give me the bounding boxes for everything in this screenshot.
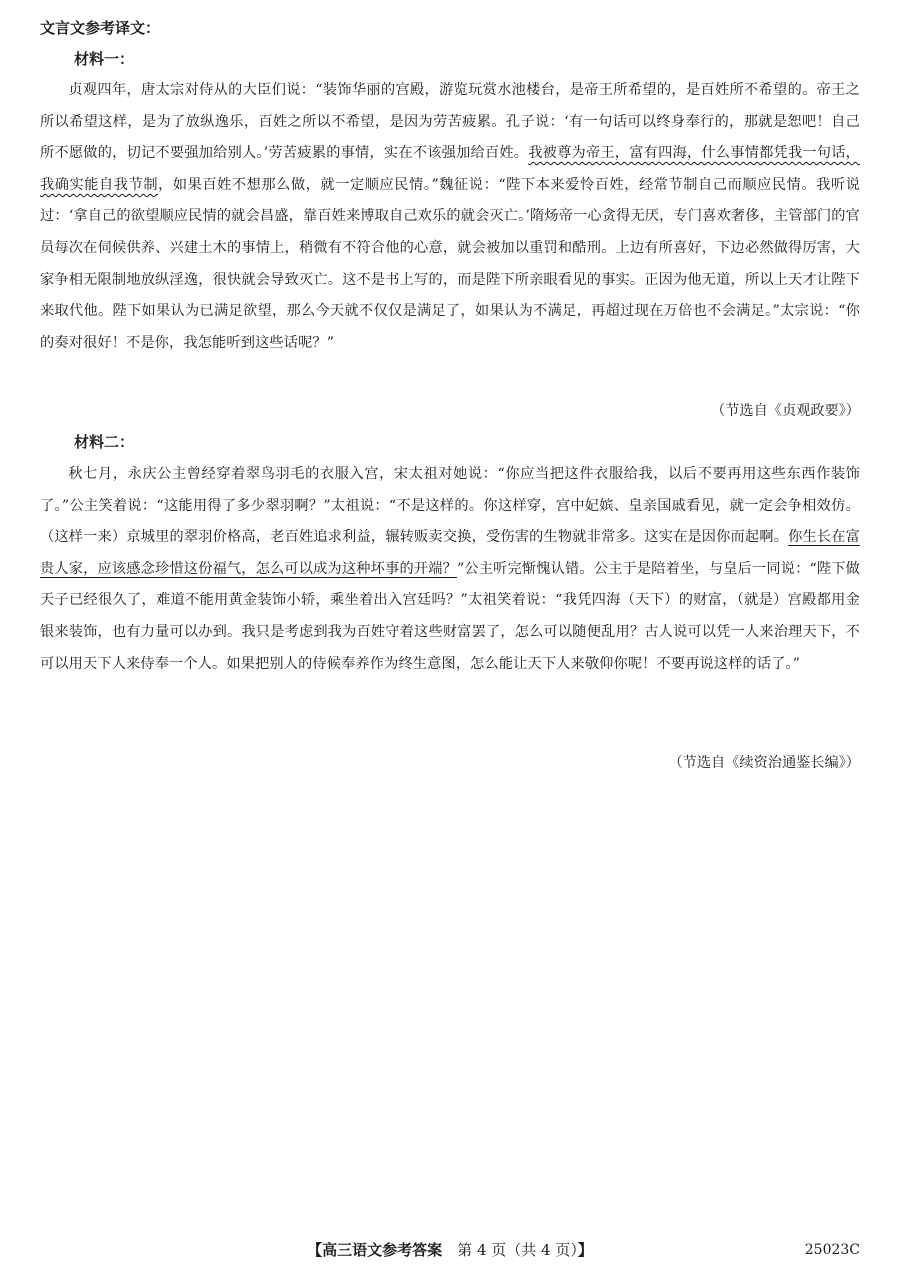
- page-footer: [0, 1240, 900, 1260]
- footer-right-bracket: 】: [577, 1241, 593, 1259]
- material-1-paragraph: [40, 75, 860, 359]
- material-1-wavy-underlined-sentence: 我被尊为帝王，富有四海，什么事情都凭我一句话，我确实能自我节制: [40, 145, 861, 193]
- material-2-text-before: 秋七月，永庆公主曾经穿着翠鸟羽毛的衣服入宫，宋太祖对她说：“你应当把这件衣服给我，以后不要再用这些东西作装饰了。”公主笑着说：“这能用得了多少翠羽啊？”太祖说：“不是这样的。你这样穿，宫中妃嫔、皇亲国戚看见，就一定会争相效仿。（这样一来）京城里的翠羽价格高，老百姓追求利益，辗转贩卖交换，受伤害的生物就非常多。这实在是因你而起啊。: [40, 466, 860, 546]
- material-1-text-after: ，如果百姓不想那么做，就一定顺应民情。”魏征说：“陛下本来爱怜百姓，经常节制自己而顺应民情。我听说过：‘拿自己的欲望顺应民情的就会昌盛，靠百姓来博取自己欢乐的就会灭亡。’隋炀帝一心贪得无厌，专门喜欢奢侈，主管部门的官员每次在伺候供养、兴建土木的事情上，稍微有不符合他的心意，就会被加以重罚和酷刑。上边有所喜好，下边必然做得厉害，大家争相无限制地放纵淫逸，很快就会导致灭亡。这不是书上写的，而是陛下所亲眼看见的事实。正因为他无道，所以上天才让陛下来取代他。陛下如果认为已满足欲望，那么今天就不仅仅是满足了，如果认为不满足，再超过现在万倍也不会满足。”太宗说：“你的奏对很好！不是你，我怎能听到这些话呢？”: [40, 176, 860, 351]
- material-1-source: （节选自《贞观政要》）: [711, 403, 860, 419]
- material-1-text-before: 贞观四年，唐太宗对侍从的大臣们说：“装饰华丽的宫殿，游览玩赏水池楼台，是帝王所希望的，是百姓所不希望的。帝王之所以希望这样，是为了放纵逸乐，百姓之所以不希望，是因为劳苦疲累。孔子说：‘有一句话可以终身奉行的，那就是恕吧！自己所不愿做的，切记不要强加给别人。’劳苦疲累的事情，实在不该强加给百姓。: [40, 82, 860, 162]
- material-2-text-after: ”公主听完惭愧认错。公主于是陪着坐，与皇后一同说：“陛下做天子已经很久了，难道不能用黄金装饰小轿，乘坐着出入宫廷吗？”太祖笑着说：“我凭四海（天下）的财富，（就是）宫殿都用金银来装饰，也有力量可以办到。我只是考虑到我为百姓守着这些财富罢了，怎么可以随便乱用？古人说可以凭一人来治理天下，不可以用天下人来侍奉一个人。如果把别人的侍候奉养作为终生意图，怎么能让天下人来敬仰你呢！不要再说这样的话了。”: [40, 560, 860, 672]
- page-title: 文言文参考译文：: [40, 19, 161, 37]
- material-2-heading: 材料二：: [74, 433, 135, 451]
- footer-left-bracket: 【: [307, 1241, 323, 1259]
- footer-page-info: 第 4 页（共 4 页）: [442, 1241, 578, 1259]
- material-2-paragraph: [40, 459, 860, 680]
- material-1-heading: 材料一：: [74, 50, 135, 68]
- material-2-source: （节选自《续资治通鉴长编》）: [668, 755, 860, 771]
- paper-code: 25023C: [804, 1242, 860, 1258]
- footer-exam-title: 高三语文参考答案: [322, 1241, 443, 1259]
- material-2-underlined-sentence: 你生长在富贵人家，应该感念珍惜这份福气，怎么可以成为这种坏事的开端？: [40, 529, 860, 577]
